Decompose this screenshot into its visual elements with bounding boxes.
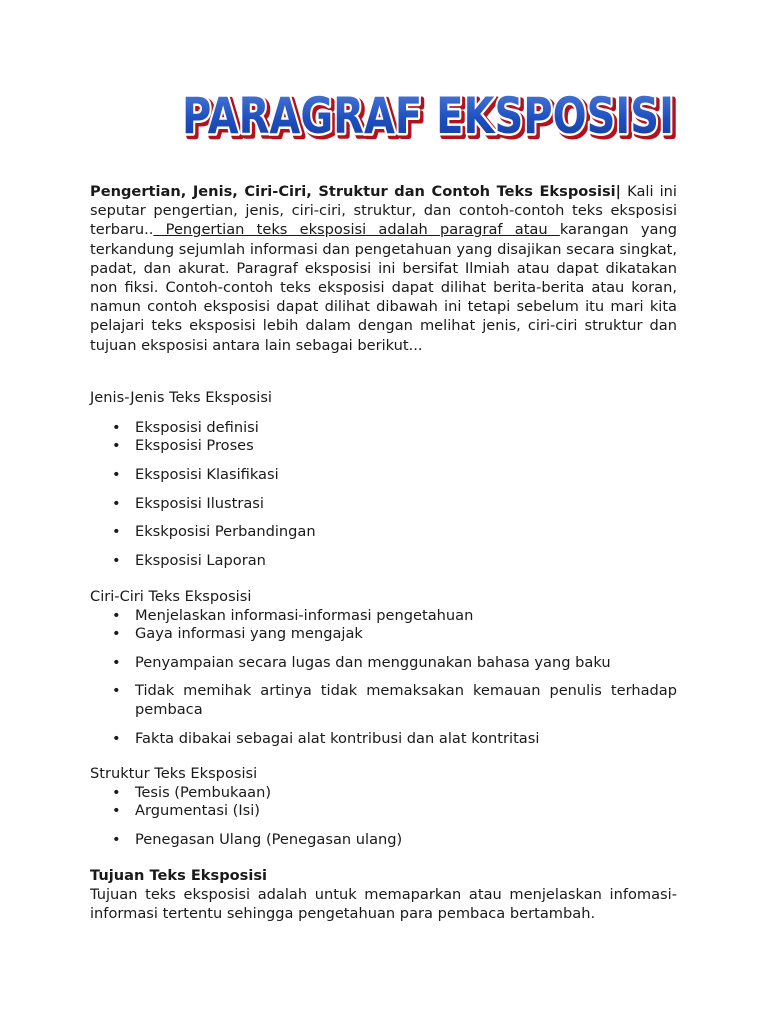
list-item: • Menjelaskan informasi-informasi pengetahuan [90, 606, 677, 625]
list-item: • Eksposisi Ilustrasi [90, 494, 677, 513]
list-item: • Gaya informasi yang mengajak [90, 624, 677, 643]
list-item: • Tidak memihak artinya tidak memaksakan kemauan penulis terhadap pembaca [90, 681, 677, 719]
list-item: • Ekskposisi Perbandingan [90, 522, 677, 541]
page-title [178, 84, 678, 146]
list-item: • Eksposisi Proses [90, 436, 677, 455]
list-item: • Argumentasi (Isi) [90, 801, 677, 820]
list-item: • Fakta dibakai sebagai alat kontribusi dan alat kontritasi [90, 729, 677, 748]
ciri-heading: Ciri-Ciri Teks Eksposisi [90, 588, 252, 605]
intro-paragraph [90, 182, 677, 355]
jenis-heading: Jenis-Jenis Teks Eksposisi [90, 389, 272, 406]
list-item: • Eksposisi definisi [90, 418, 677, 437]
list-item: • Eksposisi Laporan [90, 551, 677, 570]
struktur-heading: Struktur Teks Eksposisi [90, 765, 258, 782]
page-title-outline: PARAGRAF EKSPOSISI [182, 87, 674, 145]
intro-text-2: karangan yang terkandung sejumlah informasi dan pengetahuan yang disajikan secara singkat, padat, dan akurat. Paragraf eksposisi ini bersifat Ilmiah atau dapat dikatakan non fiksi. Contoh-contoh teks eksposisi dapat dilihat berita-berita atau koran, namun contoh eksposisi dapat dilihat dibawah ini tetapi sebelum itu mari kita pelajari teks eksposisi lebih dalam dengan melihat jenis, ciri-ciri struktur dan tujuan eksposisi antara lain sebagai berikut... [90, 221, 677, 354]
page-title-text: PARAGRAF EKSPOSISI [182, 87, 674, 145]
list-item: • Eksposisi Klasifikasi [90, 465, 677, 484]
tujuan-paragraph: Tujuan teks eksposisi adalah untuk memaparkan atau menjelaskan infomasi-informasi tertentu sehingga pengetahuan para pembaca bertambah. [90, 886, 677, 922]
tujuan-heading: Tujuan Teks Eksposisi [90, 867, 268, 884]
intro-text-1: Kali ini seputar pengertian, jenis, ciri-ciri, struktur, dan contoh-contoh teks eksposisi terbaru.. [90, 183, 677, 239]
page-title-shadow: PARAGRAF EKSPOSISI [185, 90, 677, 146]
list-item: • Tesis (Pembukaan) [90, 783, 677, 802]
intro-underlined: Pengertian teks eksposisi adalah paragraf atau [153, 221, 560, 239]
list-item: • Penyampaian secara lugas dan menggunakan bahasa yang baku [90, 653, 677, 672]
intro-bold-lead: Pengertian, Jenis, Ciri-Ciri, Struktur dan Contoh Teks Eksposisi| [90, 183, 622, 200]
list-item: • Penegasan Ulang (Penegasan ulang) [90, 830, 677, 849]
